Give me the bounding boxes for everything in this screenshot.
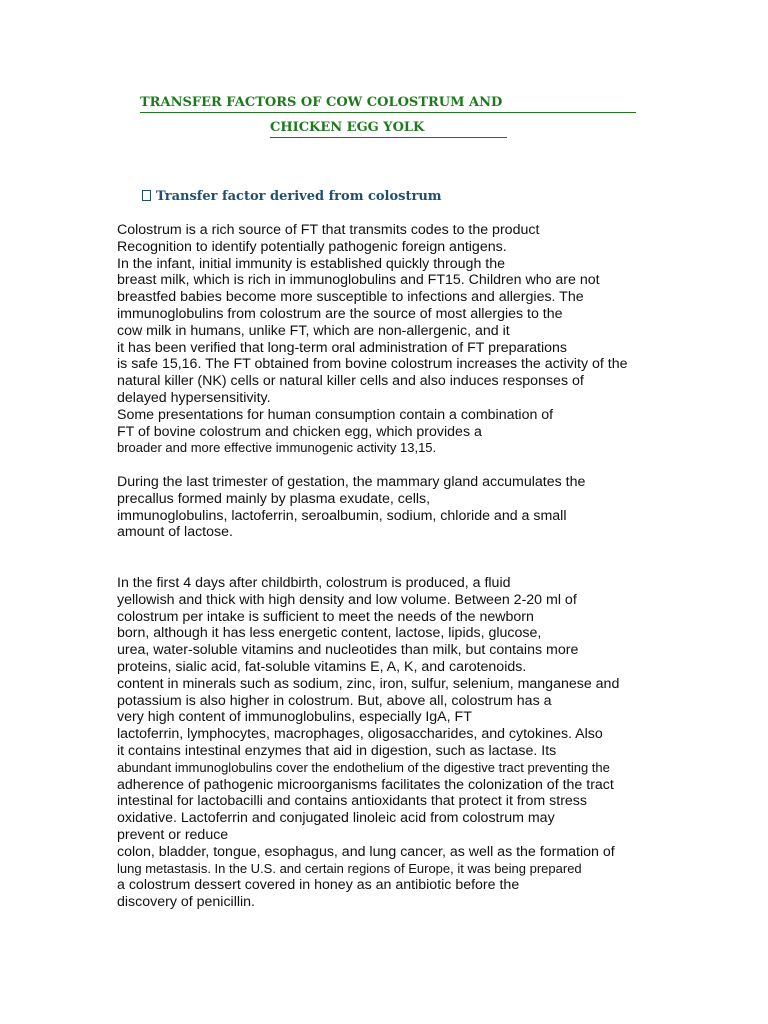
title-underline-1 [140, 112, 636, 114]
paragraph-line: In the infant, initial immunity is established quickly through the [117, 255, 505, 272]
paragraph-line: Some presentations for human consumption contain a combination of [117, 406, 554, 423]
paragraph-line: broader and more effective immunogenic activity 13,15. [117, 440, 437, 456]
checkbox-bullet-icon [142, 190, 151, 201]
document-title-text-2: CHICKEN EGG YOLK [270, 120, 425, 135]
paragraph-line: abundant immunoglobulins cover the endothelium of the digestive tract preventing the [117, 759, 610, 775]
paragraph-line: FT of bovine colostrum and chicken egg, which provides a [117, 423, 482, 440]
paragraph-line: it has been verified that long-term oral administration of FT preparations [117, 339, 568, 356]
paragraph-line: is safe 15,16. The FT obtained from bovine colostrum increases the activity of the [117, 356, 628, 373]
paragraph-1 [117, 222, 717, 457]
paragraph-line: prevent or reduce [117, 826, 229, 843]
paragraph-line: Colostrum is a rich source of FT that transmits codes to the product [117, 222, 540, 238]
paragraph-line: cow milk in humans, unlike FT, which are non-allergenic, and it [117, 322, 510, 339]
paragraph-line: potassium is also higher in colostrum. But, above all, colostrum has a [117, 692, 552, 709]
paragraph-line: colostrum per intake is sufficient to meet the needs of the newborn [117, 608, 534, 625]
paragraph-line: adherence of pathogenic microorganisms facilitates the colonization of the tract [117, 776, 614, 793]
paragraph-line: born, although it has less energetic content, lactose, lipids, glucose, [117, 625, 542, 642]
paragraph-line: lactoferrin, lymphocytes, macrophages, oligosaccharides, and cytokines. Also [117, 726, 603, 743]
paragraph-3 [117, 575, 717, 911]
document-title-line-2 [270, 120, 424, 136]
section-heading-text: Transfer factor derived from colostrum [156, 189, 442, 204]
paragraph-line: precallus formed mainly by plasma exudate, cells, [117, 490, 431, 507]
paragraph-line: breastfed babies become more susceptible to infections and allergies. The [117, 289, 584, 306]
paragraph-line: immunoglobulins from colostrum are the source of most allergies to the [117, 305, 563, 322]
paragraph-line: breast milk, which is rich in immunoglobulins and FT15. Children who are not [117, 272, 600, 289]
title-underline-2 [270, 137, 507, 139]
paragraph-line: amount of lactose. [117, 524, 233, 541]
paragraph-line: colon, bladder, tongue, esophagus, and lung cancer, as well as the formation of [117, 843, 615, 860]
paragraph-line: very high content of immunoglobulins, especially IgA, FT [117, 709, 472, 726]
paragraph-line: yellowish and thick with high density and low volume. Between 2-20 ml of [117, 591, 577, 608]
paragraph-line: lung metastasis. In the U.S. and certain regions of Europe, it was being prepared [117, 860, 582, 876]
paragraph-line: a colostrum dessert covered in honey as an antibiotic before the [117, 877, 520, 894]
paragraph-line: proteins, sialic acid, fat-soluble vitamins E, A, K, and carotenoids. [117, 658, 527, 675]
document-title-line-1 [140, 95, 502, 111]
paragraph-line: delayed hypersensitivity. [117, 389, 271, 406]
paragraph-line: immunoglobulins, lactoferrin, seroalbumin, sodium, chloride and a small [117, 507, 567, 524]
paragraph-line: it contains intestinal enzymes that aid in digestion, such as lactase. Its [117, 742, 557, 759]
paragraph-line: During the last trimester of gestation, the mammary gland accumulates the [117, 474, 586, 490]
paragraph-line: natural killer (NK) cells or natural killer cells and also induces responses of [117, 373, 584, 390]
paragraph-line: urea, water-soluble vitamins and nucleotides than milk, but contains more [117, 642, 579, 659]
paragraph-2 [117, 474, 717, 541]
paragraph-line: content in minerals such as sodium, zinc, iron, sulfur, selenium, manganese and [117, 675, 620, 692]
paragraph-line: In the first 4 days after childbirth, colostrum is produced, a fluid [117, 575, 511, 591]
document-title-text-1: TRANSFER FACTORS OF COW COLOSTRUM AND [140, 95, 503, 110]
paragraph-line: oxidative. Lactoferrin and conjugated linoleic acid from colostrum may [117, 810, 555, 827]
section-heading [142, 189, 442, 205]
paragraph-line: discovery of penicillin. [117, 894, 255, 911]
paragraph-line: Recognition to identify potentially pathogenic foreign antigens. [117, 238, 507, 255]
paragraph-line: intestinal for lactobacilli and contains antioxidants that protect it from stress [117, 793, 587, 810]
